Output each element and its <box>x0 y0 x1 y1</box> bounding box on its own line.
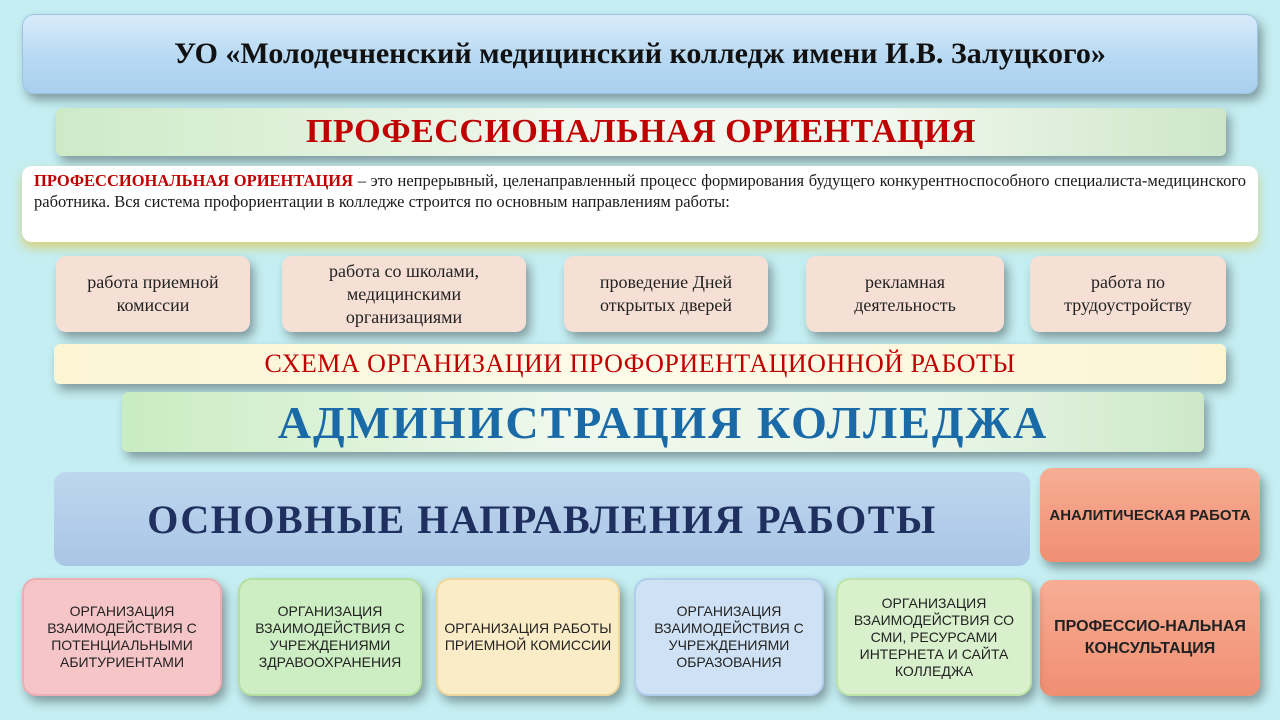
box-media-internet: ОРГАНИЗАЦИЯ ВЗАИМОДЕЙСТВИЯ СО СМИ, РЕСУРСАМИ ИНТЕРНЕТА И САЙТА КОЛЛЕДЖА <box>836 578 1032 696</box>
college-title: УО «Молодечненский медицинский колледж имени И.В. Залуцкого» <box>22 14 1258 94</box>
direction-employment: работа по трудоустройству <box>1030 256 1226 332</box>
section-title: ПРОФЕССИОНАЛЬНАЯ ОРИЕНТАЦИЯ <box>56 108 1226 156</box>
definition-block <box>22 166 1258 242</box>
definition-text: – это непрерывный, целенаправленный процесс формирования будущего конкурентноспособного специалиста-медицинского работника. Вся система профориентации в колледже строится по основным направлениям работы: <box>34 171 1247 211</box>
analytic-work-box: АНАЛИТИЧЕСКАЯ РАБОТА <box>1040 468 1260 562</box>
box-applicants: ОРГАНИЗАЦИЯ ВЗАИМОДЕЙСТВИЯ С ПОТЕНЦИАЛЬНЫМИ АБИТУРИЕНТАМИ <box>22 578 222 696</box>
professional-consultation-box: ПРОФЕССИО-НАЛЬНАЯ КОНСУЛЬТАЦИЯ <box>1040 580 1260 696</box>
direction-schools: работа со школами, медицинскими организациями <box>282 256 526 332</box>
definition-term: ПРОФЕССИОНАЛЬНАЯ ОРИЕНТАЦИЯ <box>34 171 354 190</box>
direction-open-days: проведение Дней открытых дверей <box>564 256 768 332</box>
admin-title: АДМИНИСТРАЦИЯ КОЛЛЕДЖА <box>122 392 1204 452</box>
direction-advertising: рекламная деятельность <box>806 256 1004 332</box>
box-education: ОРГАНИЗАЦИЯ ВЗАИМОДЕЙСТВИЯ С УЧРЕЖДЕНИЯМИ ОБРАЗОВАНИЯ <box>634 578 824 696</box>
box-healthcare: ОРГАНИЗАЦИЯ ВЗАИМОДЕЙСТВИЯ С УЧРЕЖДЕНИЯМИ ЗДРАВООХРАНЕНИЯ <box>238 578 422 696</box>
box-admission-commission: ОРГАНИЗАЦИЯ РАБОТЫ ПРИЕМНОЙ КОМИССИИ <box>436 578 620 696</box>
main-directions-title: ОСНОВНЫЕ НАПРАВЛЕНИЯ РАБОТЫ <box>54 472 1030 566</box>
scheme-title: СХЕМА ОРГАНИЗАЦИИ ПРОФОРИЕНТАЦИОННОЙ РАБОТЫ <box>54 344 1226 384</box>
direction-admission: работа приемной комиссии <box>56 256 250 332</box>
